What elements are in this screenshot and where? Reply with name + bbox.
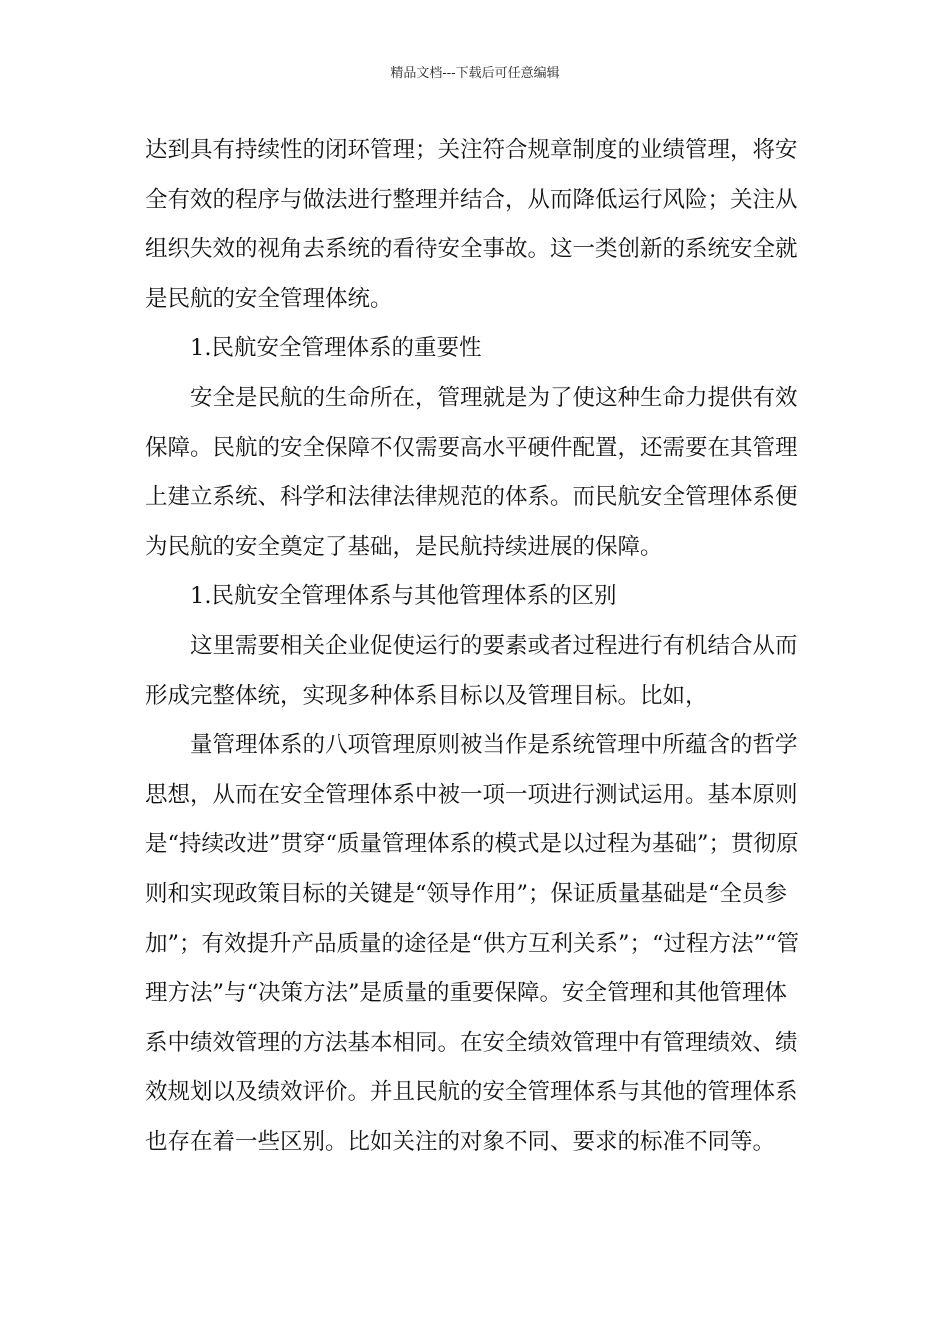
section-heading-importance: 1.民航安全管理体系的重要性 — [190, 335, 482, 362]
paragraph-4: 量管理体系的八项管理原则被当作是系统管理中所蕴含的哲学思想，从而在安全管理体系中被一项一项进行测试运用。基本原则是“持续改进”贯穿“质量管理体系的模式是以过程为基础”；贯彻原则和实现政策目标的关键是“领导作用”；保证质量基础是“全员参加”；有效提升产品质量的途径是“供方互利关系”；“过程方法”“管理方法”与“决策方法”是质量的重要保障。安全管理和其他管理体系中绩效管理的方法基本相同。在安全绩效管理中有管理绩效、绩效规划以及绩效评价。并且民航的安全管理体系与其他的管理体系也存在着一些区别。比如关注的对象不同、要求的标准不同等。 — [145, 732, 800, 1155]
section-heading-difference: 1.民航安全管理体系与其他管理体系的区别 — [190, 583, 617, 610]
paragraph-2: 安全是民航的生命所在，管理就是为了使这种生命力提供有效保障。民航的安全保障不仅需要高水平硬件配置，还需要在其管理上建立系统、科学和法律法律规范的体系。而民航安全管理体系便为民航的安全奠定了基础，是民航持续进展的保障。 — [145, 384, 798, 560]
paragraph-3: 这里需要相关企业促使运行的要素或者过程进行有机结合从而形成完整体统，实现多种体系目标以及管理目标。比如， — [145, 632, 798, 709]
document-body — [145, 126, 807, 1167]
page-header: 精品文档---下载后可任意编辑 — [390, 66, 560, 81]
paragraph-1: 达到具有持续性的闭环管理；关注符合规章制度的业绩管理，将安全有效的程序与做法进行整理并结合，从而降低运行风险；关注从组织失效的视角去系统的看待安全事故。这一类创新的系统安全就是民航的安全管理体统。 — [145, 137, 798, 312]
